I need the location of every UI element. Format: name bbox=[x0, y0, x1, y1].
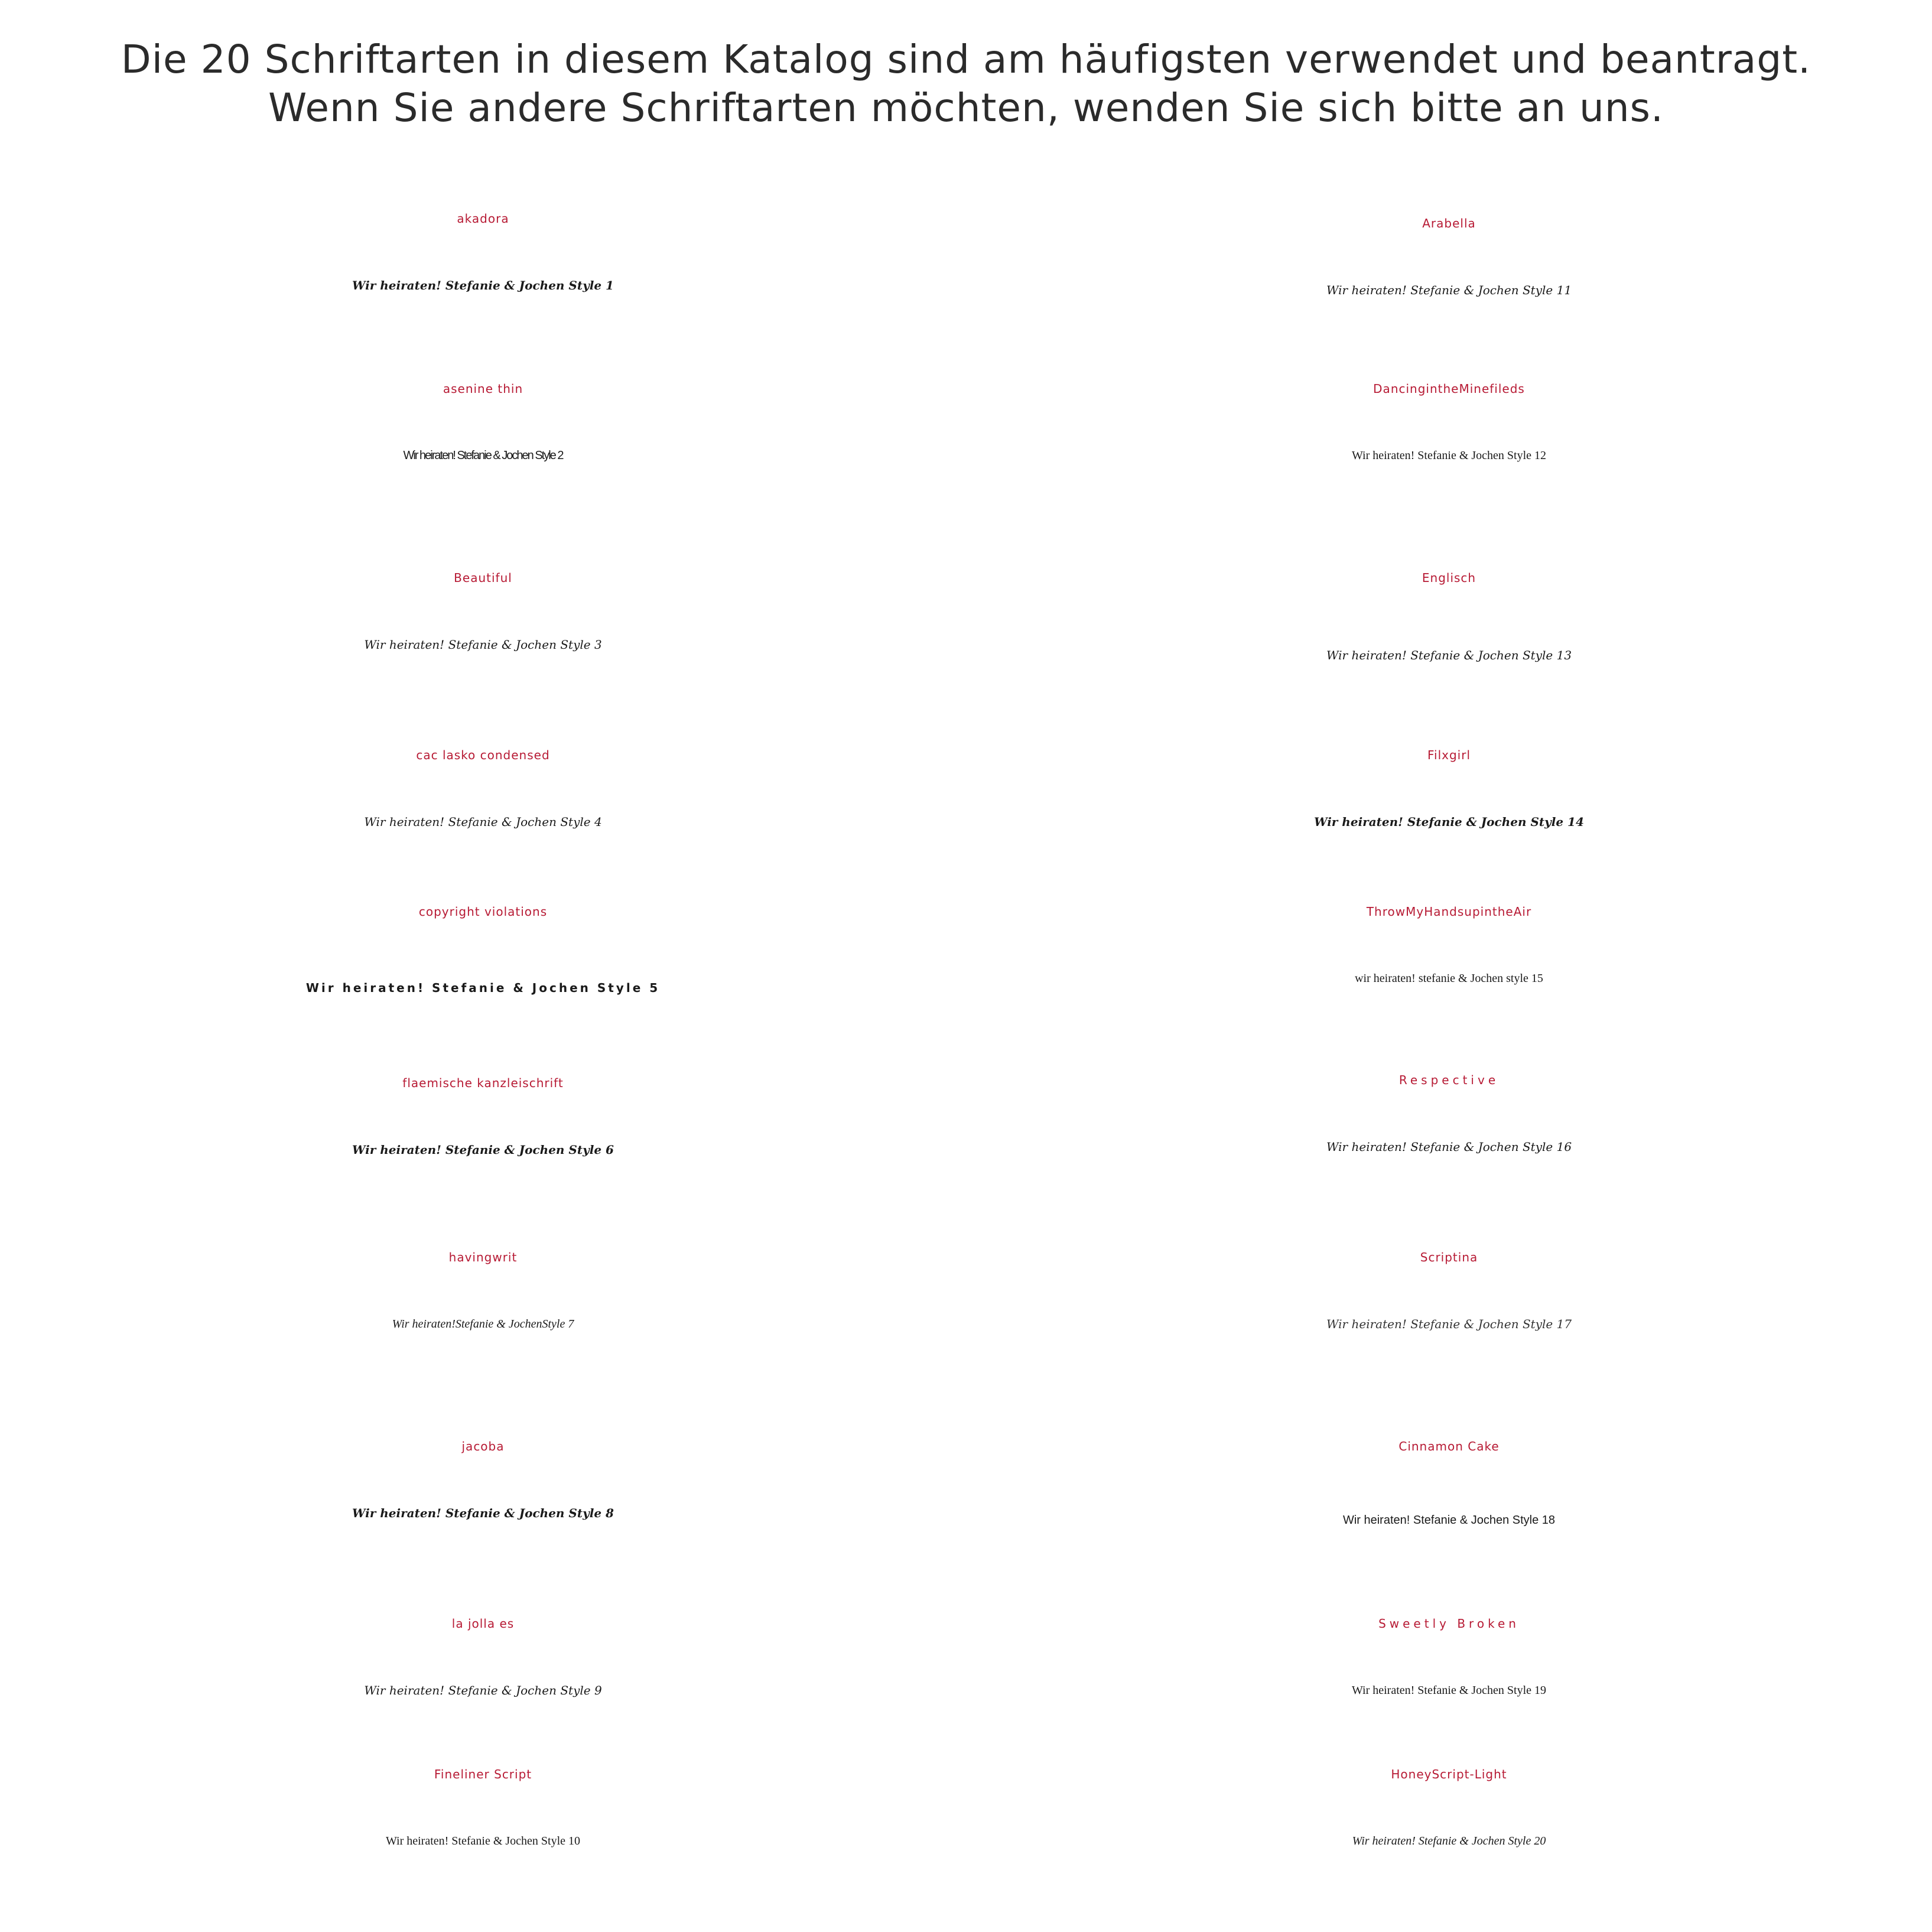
font-entry bbox=[966, 1052, 1932, 1179]
font-sample: Wir heiraten! Stefanie & Jochen Style 18 bbox=[1342, 1514, 1556, 1527]
font-sample: Wir heiraten! Stefanie & Jochen Style 19 bbox=[1351, 1684, 1547, 1697]
font-name: jacoba bbox=[461, 1439, 505, 1453]
font-entry bbox=[0, 883, 966, 1020]
font-name: Arabella bbox=[1422, 216, 1476, 230]
font-sample: Wir heiraten! Stefanie & Jochen Style 3 bbox=[364, 638, 602, 652]
font-sample: Wir heiraten! Stefanie & Jochen Style 8 bbox=[352, 1506, 614, 1520]
font-sample: Wir heiraten! Stefanie & Jochen Style 16 bbox=[1326, 1140, 1572, 1154]
font-sample: Wir heiraten! Stefanie & Jochen Style 10 bbox=[385, 1835, 581, 1848]
font-sample: Wir heiraten! Stefanie & Jochen Style 5 bbox=[305, 981, 661, 995]
font-name: Respective bbox=[1398, 1073, 1500, 1087]
font-sample: Wir heiraten! Stefanie & Jochen Style 17 bbox=[1326, 1317, 1572, 1331]
font-sample: Wir heiraten!Stefanie & JochenStyle 7 bbox=[392, 1318, 574, 1331]
font-sample: Wir heiraten! Stefanie & Jochen Style 6 bbox=[352, 1143, 614, 1157]
font-entry bbox=[0, 1055, 966, 1182]
font-entry bbox=[0, 727, 966, 854]
font-entry bbox=[0, 190, 966, 318]
intro-line-2: Wenn Sie andere Schriftarten möchten, wenden Sie sich bitte an uns. bbox=[268, 85, 1664, 131]
font-entry bbox=[966, 883, 1932, 1011]
font-name: DancingintheMinefileds bbox=[1373, 382, 1525, 396]
font-sample: Wir heiraten! Stefanie & Jochen Style 13 bbox=[1326, 648, 1572, 662]
font-name: Cinnamon Cake bbox=[1398, 1439, 1500, 1453]
font-name: Scriptina bbox=[1420, 1250, 1478, 1264]
font-name: Fineliner Script bbox=[434, 1767, 532, 1781]
font-name: havingwrit bbox=[448, 1250, 518, 1264]
font-name: Filxgirl bbox=[1427, 748, 1471, 762]
font-sample: Wir heiraten! Stefanie & Jochen Style 11 bbox=[1326, 283, 1572, 297]
font-sample: wir heiraten! stefanie & Jochen style 15 bbox=[1355, 972, 1543, 985]
font-entry bbox=[966, 727, 1932, 854]
font-entry bbox=[0, 1229, 966, 1357]
font-sample: Wir heiraten! Stefanie & Jochen Style 9 bbox=[364, 1683, 602, 1697]
font-entry bbox=[0, 1595, 966, 1723]
font-name: la jolla es bbox=[451, 1616, 515, 1631]
font-name: Beautiful bbox=[454, 571, 512, 585]
font-entry bbox=[966, 1595, 1932, 1723]
font-entry bbox=[966, 549, 1932, 688]
font-entry bbox=[0, 549, 966, 677]
font-entry bbox=[0, 360, 966, 488]
font-entry bbox=[966, 360, 1932, 488]
font-name: cac lasko condensed bbox=[416, 748, 550, 762]
font-sample: Wir heiraten! Stefanie & Jochen Style 20 bbox=[1352, 1835, 1546, 1848]
font-entry bbox=[0, 1746, 966, 1874]
font-name: Englisch bbox=[1422, 571, 1476, 585]
font-entry bbox=[966, 195, 1932, 323]
font-name: flaemische kanzleischrift bbox=[402, 1076, 564, 1090]
font-name: asenine thin bbox=[443, 382, 523, 396]
font-name: akadora bbox=[457, 212, 509, 226]
font-entry bbox=[0, 1418, 966, 1546]
font-sample: Wir heiraten! Stefanie & Jochen Style 4 bbox=[364, 815, 602, 829]
font-name: HoneyScript-Light bbox=[1391, 1767, 1507, 1781]
font-entry bbox=[966, 1746, 1932, 1874]
intro-line-1: Die 20 Schriftarten in diesem Katalog sind am häufigsten verwendet und beantragt. bbox=[121, 37, 1811, 82]
font-name: Sweetly Broken bbox=[1378, 1616, 1520, 1631]
font-sample: Wir heiraten! Stefanie & Jochen Style 12 bbox=[1351, 449, 1547, 462]
font-list-right bbox=[966, 0, 1932, 1932]
font-entry bbox=[966, 1418, 1932, 1553]
font-name: copyright violations bbox=[418, 905, 548, 919]
font-name: ThrowMyHandsupintheAir bbox=[1366, 905, 1532, 919]
font-entry bbox=[966, 1229, 1932, 1357]
font-sample: Wir heiraten! Stefanie & Jochen Style 1 bbox=[352, 278, 614, 292]
font-sample: Wir heiraten! Stefanie & Jochen Style 14 bbox=[1314, 815, 1584, 829]
font-sample: Wir heiraten! Stefanie & Jochen Style 2 bbox=[403, 449, 563, 462]
